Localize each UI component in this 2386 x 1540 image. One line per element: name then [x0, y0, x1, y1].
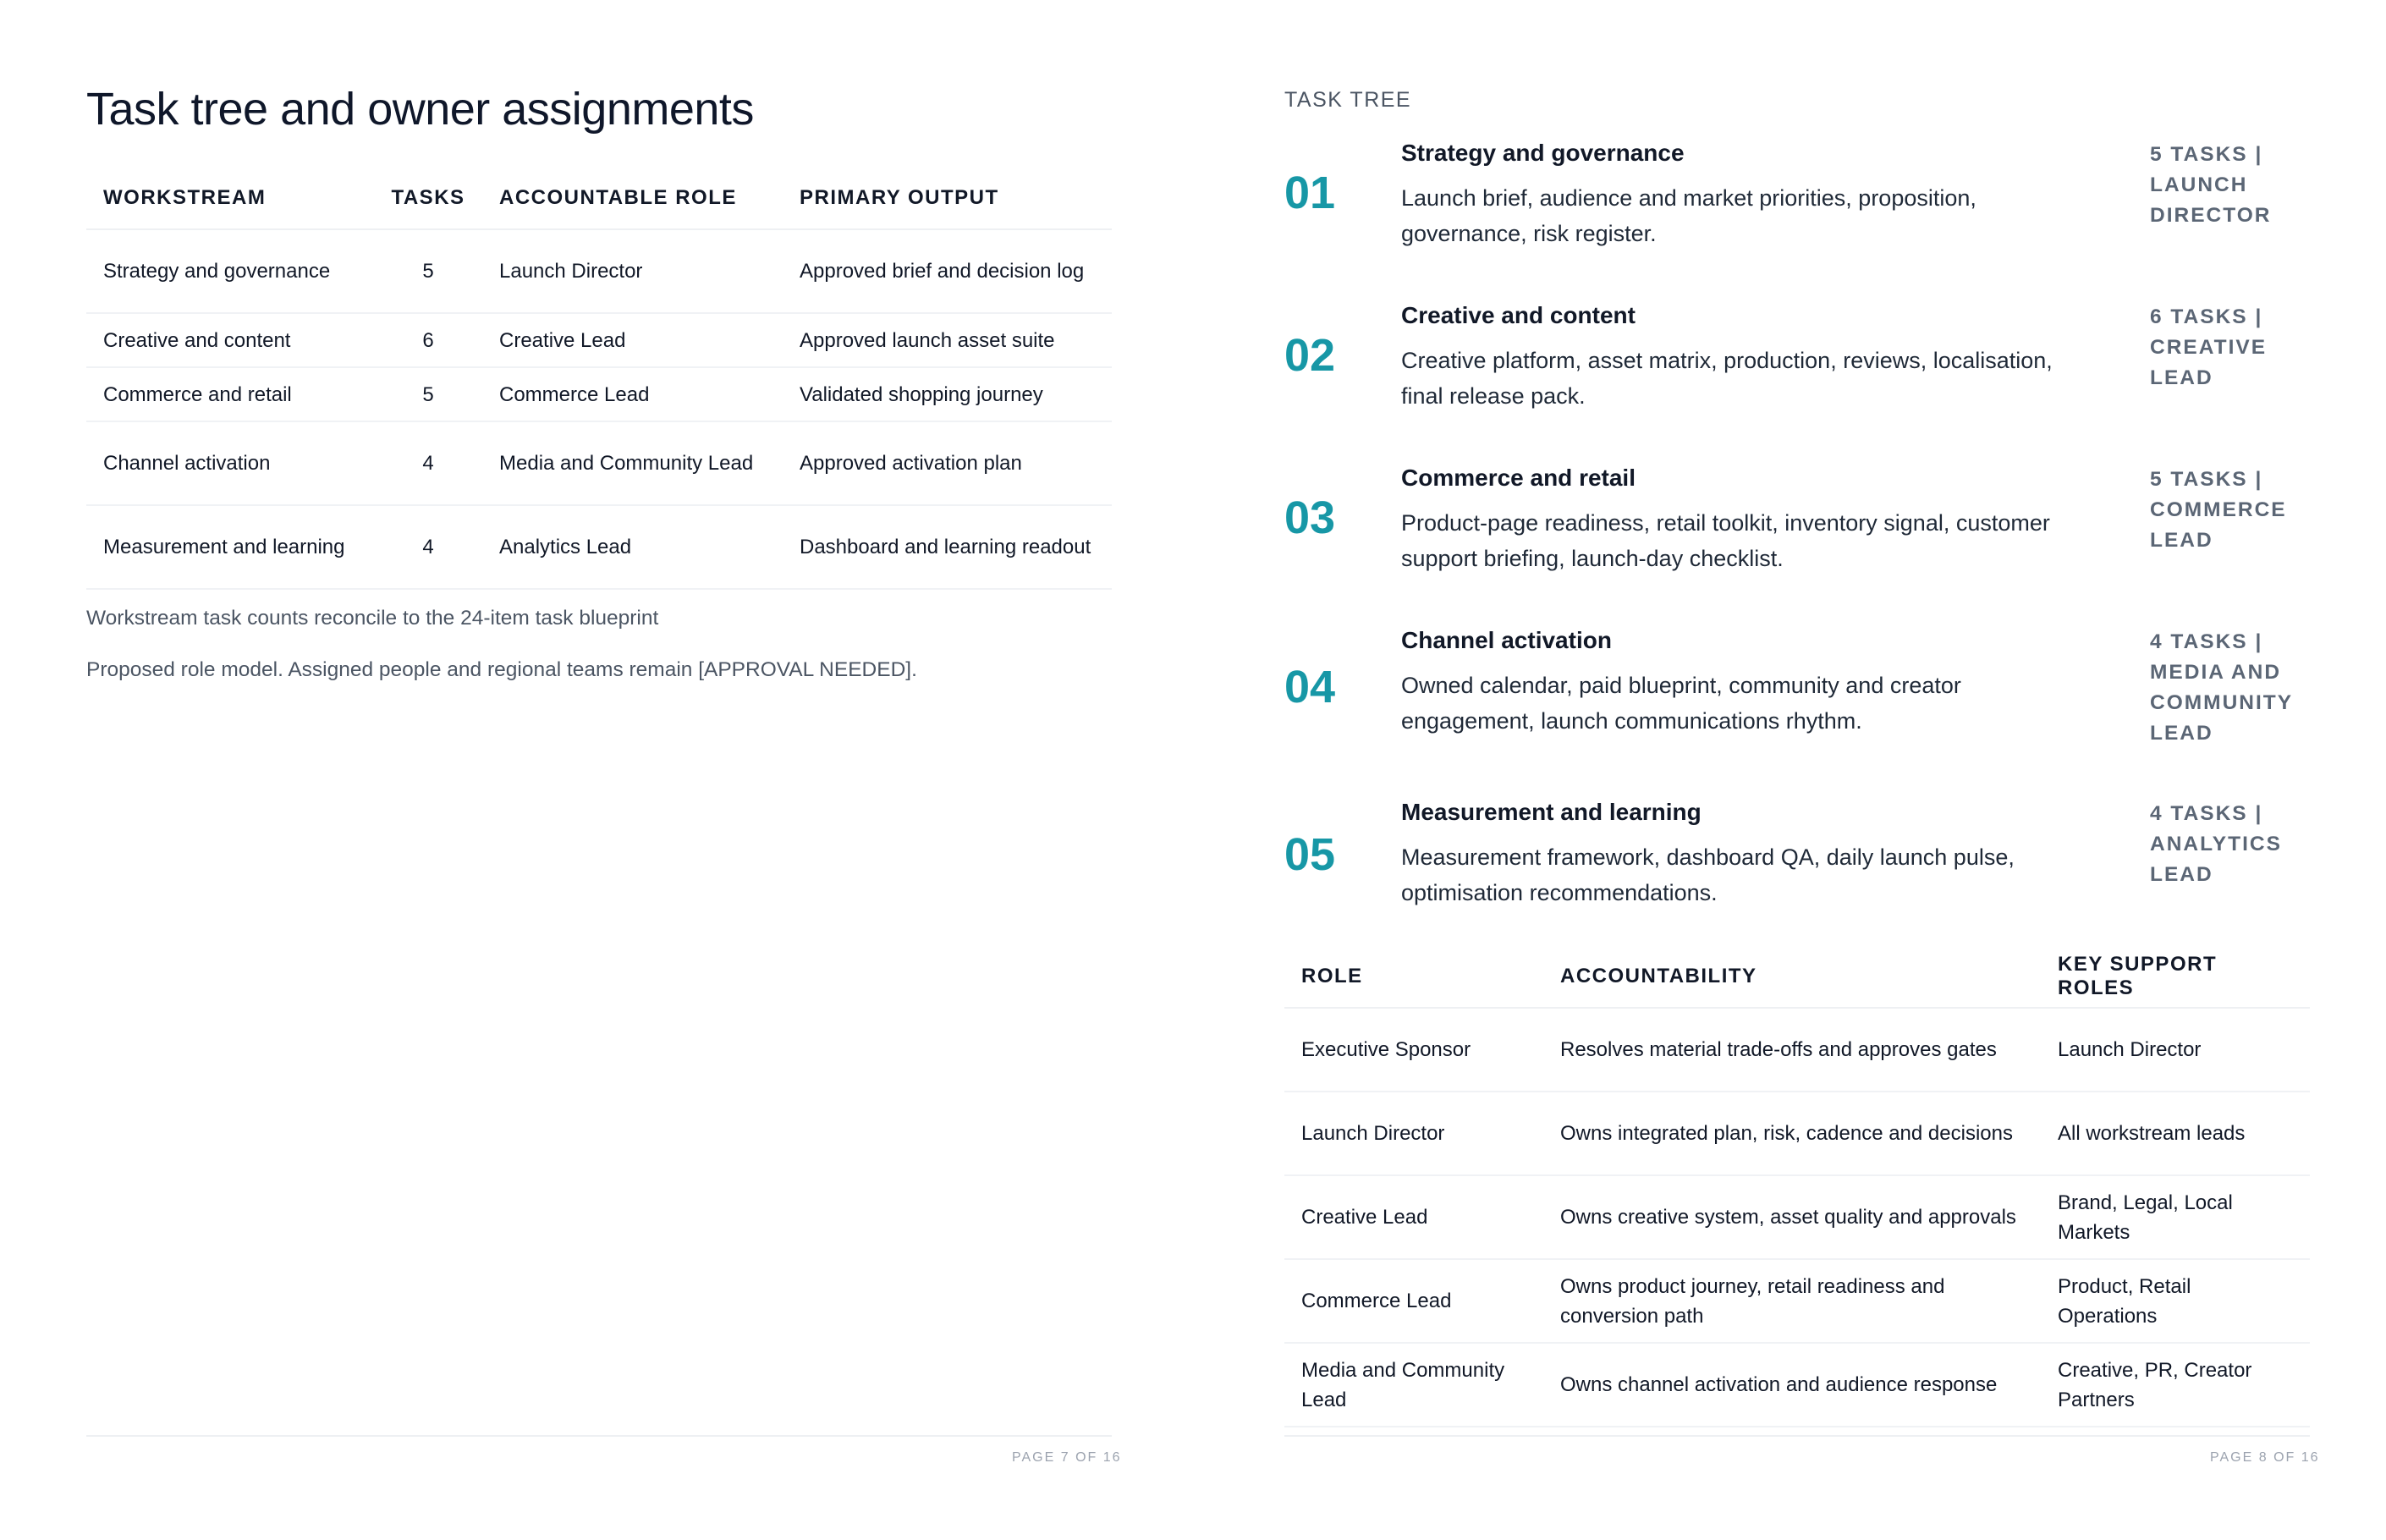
table-row: [1284, 1092, 2310, 1175]
workstream-cell: Measurement and learning: [86, 505, 374, 589]
tasks-cell: 6: [374, 313, 482, 367]
tree-item-number: 03: [1284, 492, 1336, 543]
tree-item-description: Owned calendar, paid blueprint, community and creator engagement, launch communications rhythm.: [1401, 673, 1961, 734]
column-header-role: ROLE: [1284, 946, 1543, 1008]
role-cell: Media and Community Lead: [1284, 1343, 1543, 1427]
section-label-task-tree: TASK TREE: [1284, 88, 1412, 112]
tree-item-number: 04: [1284, 662, 1336, 712]
tree-item-title: Channel activation: [1401, 627, 1612, 653]
column-header-tasks: TASKS: [374, 168, 482, 229]
column-header-accountable-role: ACCOUNTABLE ROLE: [482, 168, 783, 229]
tree-item-meta: 6 TASKS | CREATIVE LEAD: [2150, 305, 2268, 389]
tasks-cell: 5: [374, 367, 482, 421]
role-cell: Launch Director: [1284, 1092, 1543, 1175]
output-cell: Approved launch asset suite: [783, 313, 1112, 367]
tasks-cell: 4: [374, 505, 482, 589]
page-8: [1284, 0, 2320, 1540]
column-header-primary-output: PRIMARY OUTPUT: [783, 168, 1112, 229]
table-row: [1284, 1175, 2310, 1259]
accountability-cell: Owns product journey, retail readiness and conversion path: [1543, 1259, 2041, 1343]
tree-item-title: Commerce and retail: [1401, 465, 1636, 491]
table-row: [1284, 1343, 2310, 1427]
output-cell: Approved activation plan: [783, 421, 1112, 505]
tree-item-description: Product-page readiness, retail toolkit, inventory signal, customer support briefing, launch-day checklist.: [1401, 510, 2050, 571]
page-7: [86, 0, 1122, 1540]
workstream-table: [86, 168, 1112, 590]
tasks-cell: 4: [374, 421, 482, 505]
role-cell: Creative Lead: [482, 313, 783, 367]
table-header-row: [1284, 946, 2310, 1008]
support-roles-cell: All workstream leads: [2041, 1092, 2310, 1175]
table-row: [86, 367, 1112, 421]
table-note-approval: Proposed role model. Assigned people and regional teams remain [APPROVAL NEEDED].: [86, 658, 917, 681]
tree-item-meta: 4 TASKS | ANALYTICS LEAD: [2150, 802, 2282, 886]
column-header-key-support-roles: KEY SUPPORT ROLES: [2041, 946, 2310, 1008]
footer-divider: [1284, 1435, 2310, 1437]
role-table: [1284, 946, 2310, 1427]
column-header-accountability: ACCOUNTABILITY: [1543, 946, 2041, 1008]
page-title: Task tree and owner assignments: [86, 84, 754, 135]
tree-item-meta: 5 TASKS | LAUNCH DIRECTOR: [2150, 143, 2272, 227]
role-cell: Launch Director: [482, 229, 783, 313]
page-number: PAGE 7 OF 16: [1012, 1450, 1122, 1465]
table-row: [86, 229, 1112, 313]
tree-item-number: 01: [1284, 168, 1336, 218]
workstream-cell: Strategy and governance: [86, 229, 374, 313]
workstream-cell: Commerce and retail: [86, 367, 374, 421]
table-note-reconcile: Workstream task counts reconcile to the 24-item task blueprint: [86, 607, 659, 630]
table-row: [1284, 1008, 2310, 1092]
role-cell: Creative Lead: [1284, 1175, 1543, 1259]
role-cell: Media and Community Lead: [482, 421, 783, 505]
output-cell: Validated shopping journey: [783, 367, 1112, 421]
tree-item-number: 05: [1284, 829, 1336, 880]
footer-divider: [86, 1435, 1112, 1437]
support-roles-cell: Launch Director: [2041, 1008, 2310, 1092]
tree-item-number: 02: [1284, 330, 1336, 381]
table-row: [86, 505, 1112, 589]
output-cell: Approved brief and decision log: [783, 229, 1112, 313]
table-header-row: [86, 168, 1112, 229]
table-row: [1284, 1259, 2310, 1343]
support-roles-cell: Creative, PR, Creator Partners: [2041, 1343, 2310, 1427]
role-cell: Executive Sponsor: [1284, 1008, 1543, 1092]
output-cell: Dashboard and learning readout: [783, 505, 1112, 589]
tasks-cell: 5: [374, 229, 482, 313]
accountability-cell: Resolves material trade-offs and approves gates: [1543, 1008, 2041, 1092]
accountability-cell: Owns integrated plan, risk, cadence and decisions: [1543, 1092, 2041, 1175]
column-header-workstream: WORKSTREAM: [86, 168, 374, 229]
table-row: [86, 313, 1112, 367]
role-cell: Analytics Lead: [482, 505, 783, 589]
workstream-cell: Channel activation: [86, 421, 374, 505]
tree-item-meta: 5 TASKS | COMMERCE LEAD: [2150, 468, 2287, 552]
page-number: PAGE 8 OF 16: [2210, 1450, 2320, 1465]
role-cell: Commerce Lead: [1284, 1259, 1543, 1343]
accountability-cell: Owns channel activation and audience response: [1543, 1343, 2041, 1427]
tree-item-title: Strategy and governance: [1401, 140, 1685, 166]
tree-item-meta: 4 TASKS | MEDIA AND COMMUNITY LEAD: [2150, 630, 2293, 745]
tree-item-title: Measurement and learning: [1401, 799, 1702, 825]
table-row: [86, 421, 1112, 505]
support-roles-cell: Product, Retail Operations: [2041, 1259, 2310, 1343]
workstream-cell: Creative and content: [86, 313, 374, 367]
tree-item-description: Creative platform, asset matrix, production, reviews, localisation, final release pack.: [1401, 348, 2053, 409]
tree-item-title: Creative and content: [1401, 302, 1636, 328]
tree-item-description: Measurement framework, dashboard QA, daily launch pulse, optimisation recommendations.: [1401, 844, 2015, 905]
role-cell: Commerce Lead: [482, 367, 783, 421]
tree-item-description: Launch brief, audience and market priorities, proposition, governance, risk register.: [1401, 185, 1976, 246]
accountability-cell: Owns creative system, asset quality and approvals: [1543, 1175, 2041, 1259]
support-roles-cell: Brand, Legal, Local Markets: [2041, 1175, 2310, 1259]
